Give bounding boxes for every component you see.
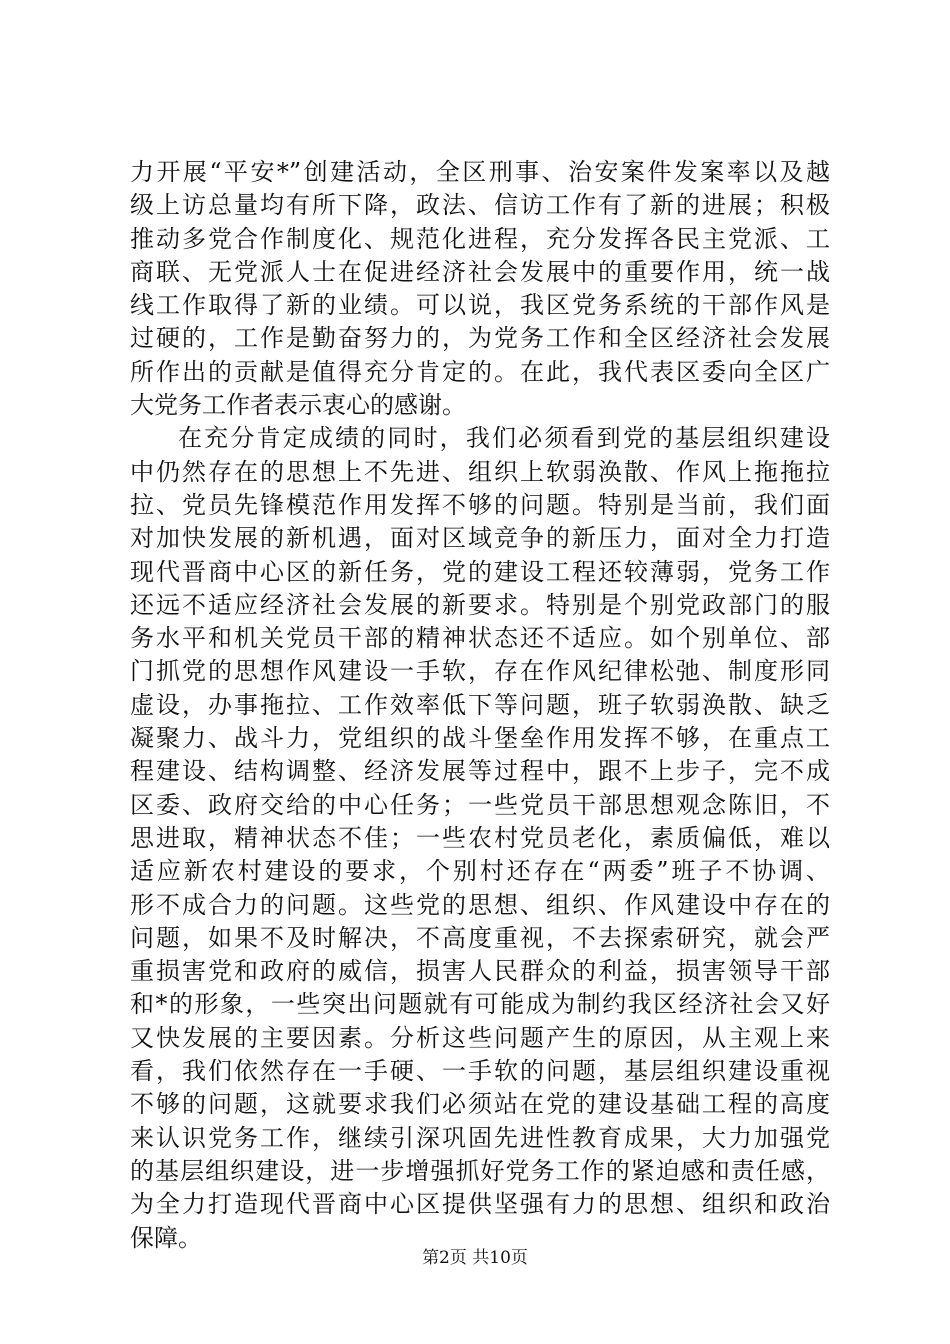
text-line: 思进取，精神状态不佳；一些农村党员老化，素质偏低，难以 <box>130 823 830 852</box>
text-line: 程建设、结构调整、经济发展等过程中，跟不上步子，完不成 <box>130 757 830 786</box>
text-line: 门抓党的思想作风建设一手软，存在作风纪律松弛、制度形同 <box>130 657 830 686</box>
paragraph <box>130 422 830 1254</box>
text-line: 过硬的，工作是勤奋努力的，为党务工作和全区经济社会发展 <box>130 324 830 353</box>
text-line: 凝聚力、战斗力，党组织的战斗堡垒作用发挥不够，在重点工 <box>130 724 830 753</box>
text-line: 线工作取得了新的业绩。可以说，我区党务系统的干部作风是 <box>130 291 830 320</box>
text-line: 看，我们依然存在一手硬、一手软的问题，基层组织建设重视 <box>130 1057 830 1086</box>
text-line: 力开展“平安*”创建活动，全区刑事、治安案件发案率以及越 <box>130 158 830 186</box>
text-line: 适应新农村建设的要求，个别村还存在“两委”班子不协调、 <box>130 857 830 886</box>
text-line: 来认识党务工作，继续引深巩固先进性教育成果，大力加强党 <box>130 1123 830 1152</box>
text-line: 问题，如果不及时解决，不高度重视，不去探索研究，就会严 <box>130 923 830 952</box>
text-line: 商联、无党派人士在促进经济社会发展中的重要作用，统一战 <box>130 257 830 286</box>
text-line: 现代晋商中心区的新任务，党的建设工程还较薄弱，党务工作 <box>130 557 830 586</box>
body-text <box>130 156 830 1255</box>
text-line: 不够的问题，这就要求我们必须站在党的建设基础工程的高度 <box>130 1090 830 1119</box>
text-line: 所作出的贡献是值得充分肯定的。在此，我代表区委向全区广 <box>130 357 830 386</box>
paragraph <box>130 156 830 422</box>
text-line: 中仍然存在的思想上不先进、组织上软弱涣散、作风上拖拖拉 <box>130 457 830 486</box>
text-line: 对加快发展的新机遇，面对区域竞争的新压力，面对全力打造 <box>130 524 830 553</box>
text-line: 还远不适应经济社会发展的新要求。特别是个别党政部门的服 <box>130 590 830 619</box>
text-line: 的基层组织建设，进一步增强抓好党务工作的紧迫感和责任感， <box>130 1156 830 1185</box>
text-line: 推动多党合作制度化、规范化进程，充分发挥各民主党派、工 <box>130 224 830 253</box>
text-line: 和*的形象，一些突出问题就有可能成为制约我区经济社会又好 <box>130 990 830 1019</box>
text-line: 区委、政府交给的中心任务；一些党员干部思想观念陈旧，不 <box>130 790 830 819</box>
text-line: 又快发展的主要因素。分析这些问题产生的原因，从主观上来 <box>130 1023 830 1052</box>
text-line: 保障。 <box>130 1223 202 1252</box>
text-line: 形不成合力的问题。这些党的思想、组织、作风建设中存在的 <box>130 890 830 919</box>
text-line: 拉、党员先锋模范作用发挥不够的问题。特别是当前，我们面 <box>130 490 830 519</box>
page-footer: 第2页 共10页 <box>422 1248 528 1268</box>
text-line: 重损害党和政府的威信，损害人民群众的利益，损害领导干部 <box>130 957 830 986</box>
text-line: 虚设，办事拖拉、工作效率低下等问题，班子软弱涣散、缺乏 <box>130 690 830 719</box>
text-line: 务水平和机关党员干部的精神状态还不适应。如个别单位、部 <box>130 624 830 653</box>
text-line: 级上访总量均有所下降，政法、信访工作有了新的进展；积极 <box>130 191 830 220</box>
text-line: 在充分肯定成绩的同时，我们必须看到党的基层组织建设 <box>178 424 830 453</box>
text-line: 大党务工作者表示衷心的感谢。 <box>130 391 466 420</box>
text-line: 为全力打造现代晋商中心区提供坚强有力的思想、组织和政治 <box>130 1190 830 1219</box>
